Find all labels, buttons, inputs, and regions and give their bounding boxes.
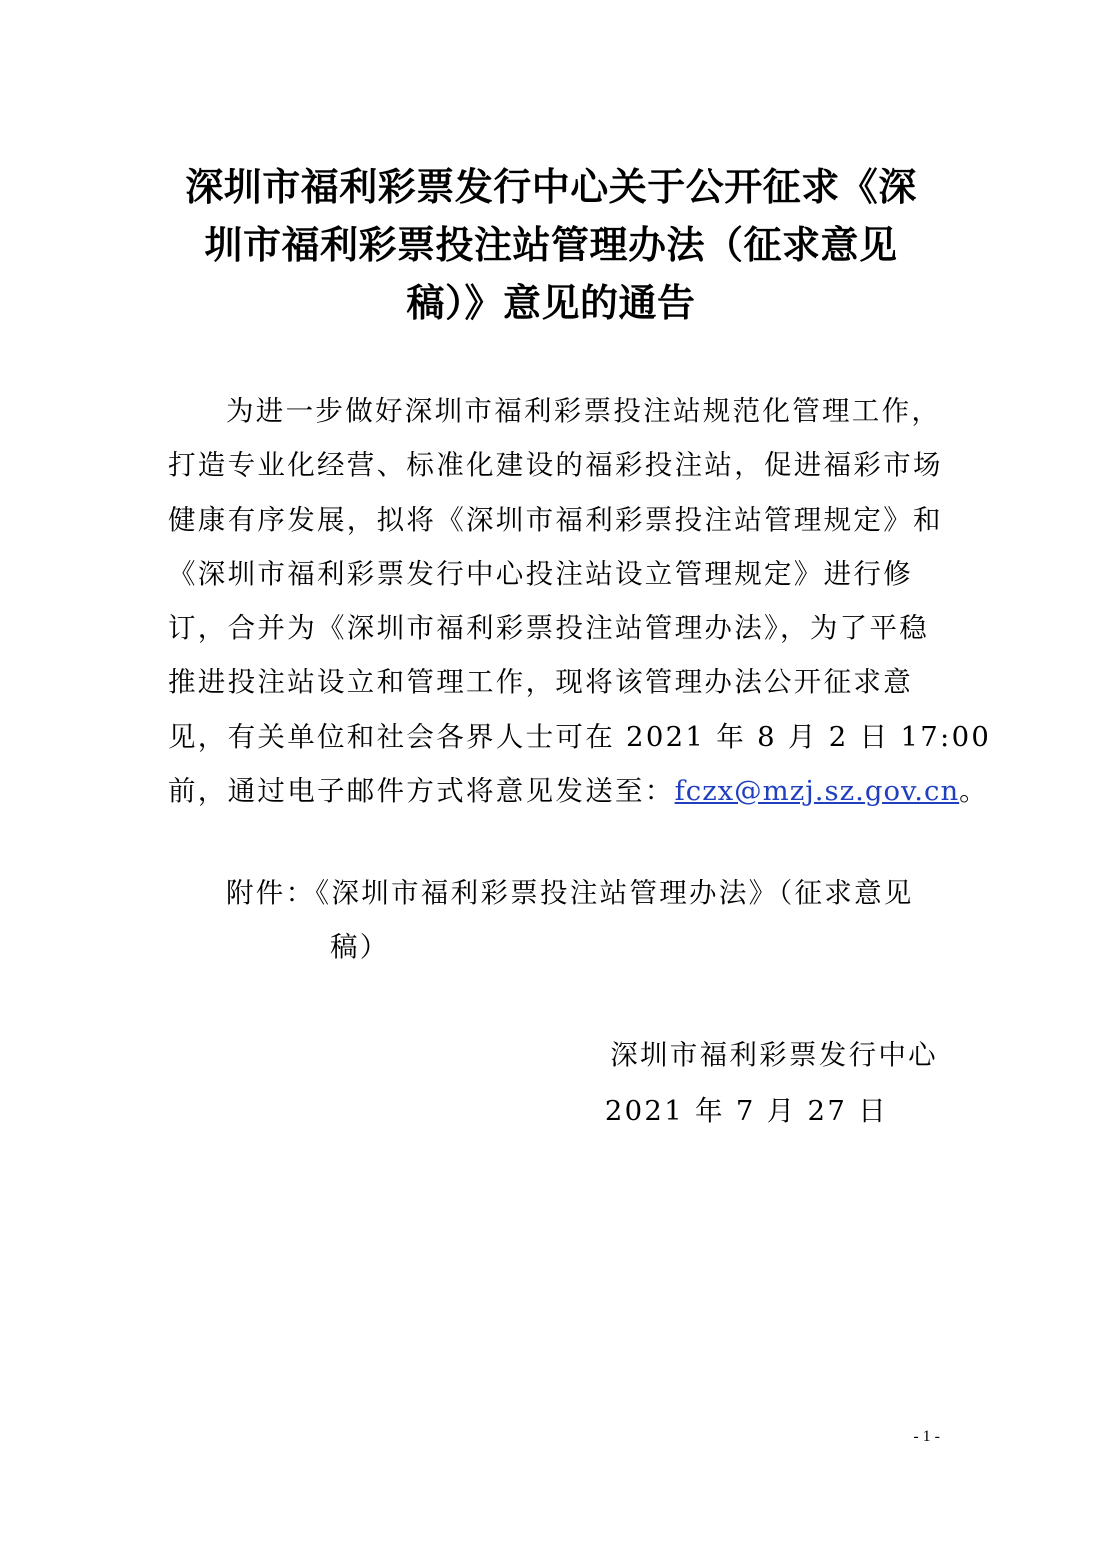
body-line-3: 健康有序发展，拟将《深圳市福利彩票投注站管理规定》和 — [168, 503, 943, 536]
body-line-4: 《深圳市福利彩票发行中心投注站设立管理规定》进行修 — [168, 557, 913, 590]
body-line-1: 为进一步做好深圳市福利彩票投注站规范化管理工作， — [226, 395, 942, 427]
signature-organization: 深圳市福利彩票发行中心 — [610, 1039, 938, 1071]
body-line-2: 打造专业化经营、标准化建设的福彩投注站，促进福彩市场 — [168, 449, 943, 482]
document-title — [165, 158, 937, 332]
page-number: - 1 - — [913, 1428, 940, 1445]
attachment-note — [226, 866, 946, 974]
notice-body — [168, 384, 992, 818]
body-line-8-suffix: 。 — [959, 775, 989, 808]
body-line-8 — [168, 764, 989, 818]
body-line-6: 推进投注站设立和管理工作，现将该管理办法公开征求意 — [168, 666, 913, 699]
email-link[interactable]: fczx@mzj.sz.gov.cn — [674, 775, 960, 808]
body-line-5: 订，合并为《深圳市福利彩票投注站管理办法》，为了平稳 — [168, 612, 930, 645]
attachment-line-2: 稿） — [330, 931, 390, 963]
attachment-line-1: 附件：《深圳市福利彩票投注站管理办法》（征求意见 — [226, 877, 914, 909]
title-line-1: 深圳市福利彩票发行中心关于公开征求《深 — [185, 165, 917, 209]
signature-date: 2021 年 7 月 27 日 — [604, 1095, 888, 1127]
title-line-2: 圳市福利彩票投注站管理办法（征求意见 — [204, 223, 898, 267]
body-line-7: 见，有关单位和社会各界人士可在 2021 年 8 月 2 日 17:00 — [168, 720, 992, 753]
title-line-3: 稿）》意见的通告 — [406, 281, 696, 325]
signature-block — [560, 1027, 938, 1139]
body-line-8-prefix: 前，通过电子邮件方式将意见发送至： — [168, 775, 675, 808]
